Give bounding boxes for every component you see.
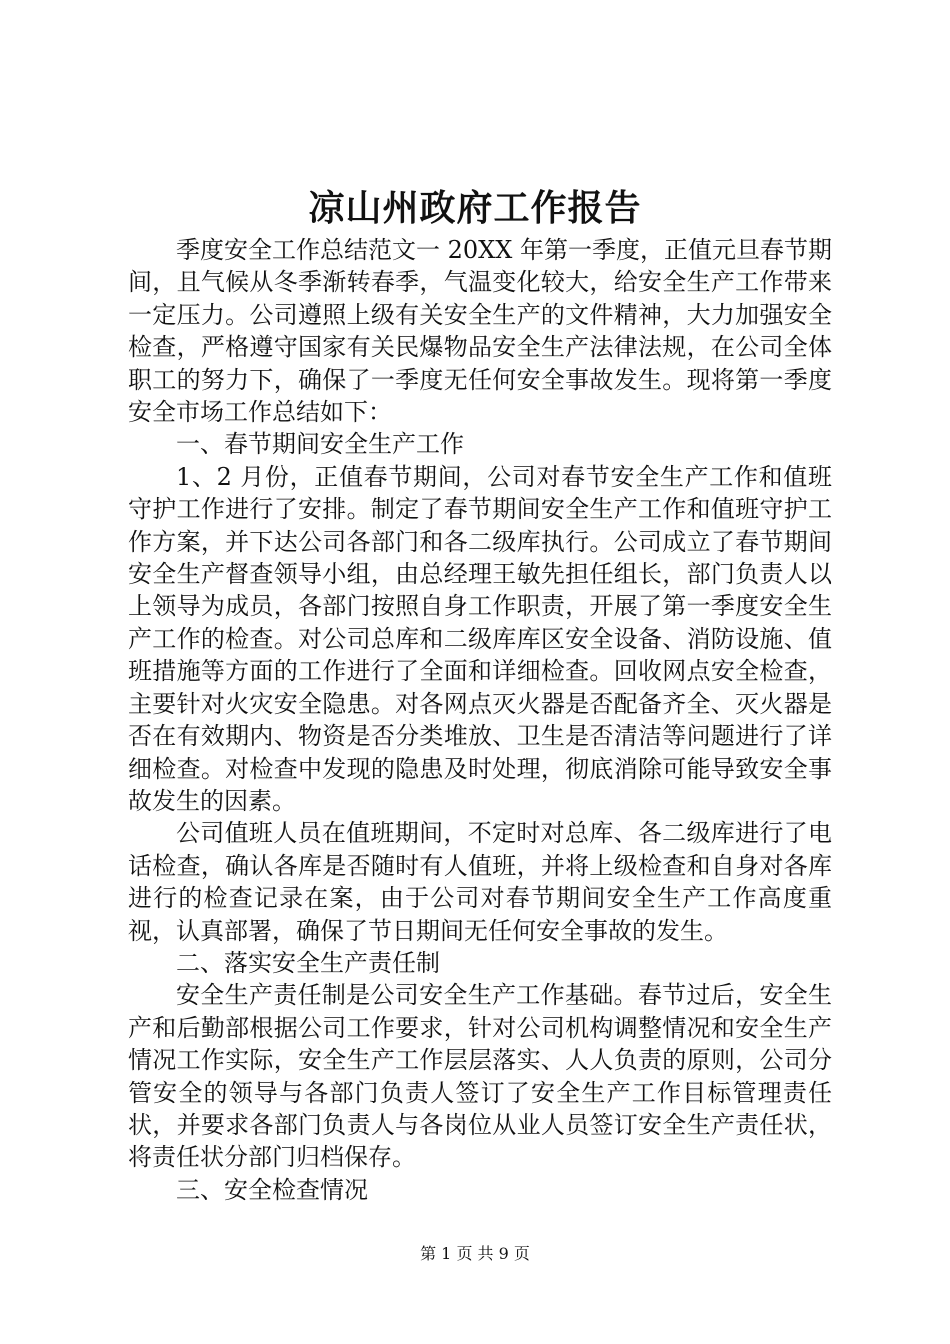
document-body — [128, 234, 832, 1206]
section-2-paragraph-1: 安全生产责任制是公司安全生产工作基础。春节过后，安全生产和后勤部根据公司工作要求，针对公司机构调整情况和安全生产情况工作实际，安全生产工作层层落实、人人负责的原则，公司分管安全的领导与各部门负责人签订了安全生产工作目标管理责任状，并要求各部门负责人与各岗位从业人员签订安全生产责任状，将责任状分部门归档保存。 — [128, 981, 832, 1172]
section-heading-1: 一、春节期间安全生产工作 — [176, 430, 464, 459]
page-number-footer: 第 1 页 共 9 页 — [420, 1244, 530, 1263]
document-title: 凉山州政府工作报告 — [308, 187, 642, 229]
section-1-paragraph-2: 公司值班人员在值班期间，不定时对总库、各二级库进行了电话检查，确认各库是否随时有人值班，并将上级检查和自身对各库进行的检查记录在案，由于公司对春节期间安全生产工作高度重视，认真部署，确保了节日期间无任何安全事故的发生。 — [128, 819, 832, 945]
section-1-paragraph-1: 1、2 月份，正值春节期间，公司对春节安全生产工作和值班守护工作进行了安排。制定了春节期间安全生产工作和值班守护工作方案，并下达公司各部门和各二级库执行。公司成立了春节期间安全生产督查领导小组，由总经理王敏先担任组长，部门负责人以上领导为成员，各部门按照自身工作职责，开展了第一季度安全生产工作的检查。对公司总库和二级库库区安全设备、消防设施、值班措施等方面的工作进行了全面和详细检查。回收网点安全检查，主要针对火灾安全隐患。对各网点灭火器是否配备齐全、灭火器是否在有效期内、物资是否分类堆放、卫生是否清洁等问题进行了详细检查。对检查中发现的隐患及时处理，彻底消除可能导致安全事故发生的因素。 — [128, 462, 832, 815]
section-heading-2: 二、落实安全生产责任制 — [176, 948, 440, 977]
intro-paragraph: 季度安全工作总结范文一 20XX 年第一季度，正值元旦春节期间，且气候从冬季渐转春季，气温变化较大，给安全生产工作带来一定压力。公司遵照上级有关安全生产的文件精神，大力加强安全检查，严格遵守国家有关民爆物品安全生产法律法规，在公司全体职工的努力下，确保了一季度无任何安全事故发生。现将第一季度安全市场工作总结如下： — [128, 236, 832, 427]
section-heading-3: 三、安全检查情况 — [176, 1175, 368, 1204]
